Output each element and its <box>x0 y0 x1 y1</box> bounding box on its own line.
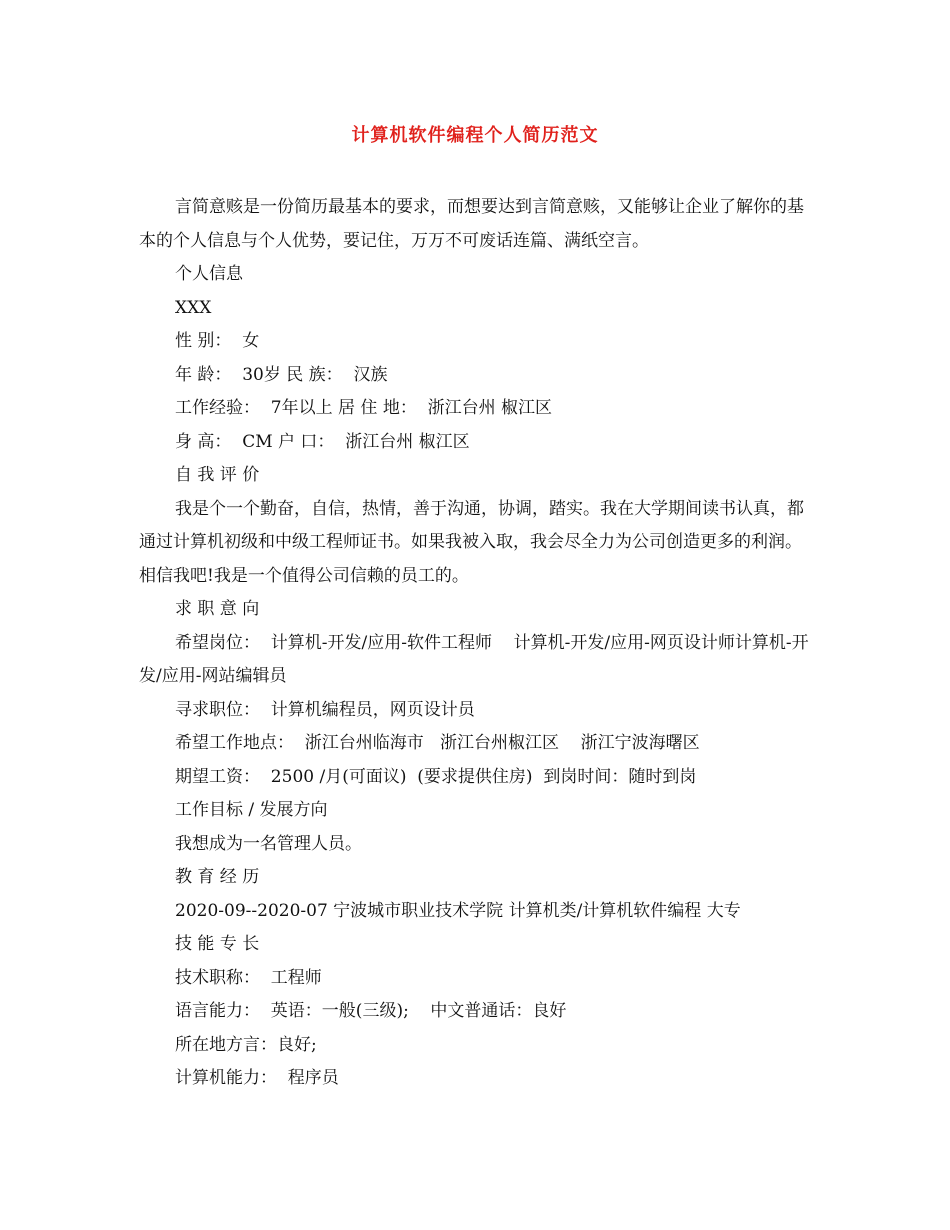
section-heading-self-evaluation: 自 我 评 价 <box>175 465 260 485</box>
personal-name: XXX <box>175 297 212 318</box>
section-heading-personal-info: 个人信息 <box>175 264 243 284</box>
section-heading-job-intention: 求 职 意 向 <box>175 599 260 619</box>
section-heading-education: 教 育 经 历 <box>175 867 260 887</box>
job-locations: 希望工作地点： 浙江台州临海市 浙江台州椒江区 浙江宁波海曙区 <box>175 733 700 753</box>
self-evaluation-text: 我是个一个勤奋，自信，热情，善于沟通，协调，踏实。我在大学期间读书认真，都通过计算机初级和中级工程师证书。如果我被入取，我会尽全力为公司创造更多的利润。相信我吧!我是一个值得公司信赖的员工的。 <box>139 498 804 586</box>
document-title: 计算机软件编程个人简历范文 <box>351 125 599 146</box>
job-goal-heading: 工作目标 / 发展方向 <box>175 800 328 820</box>
personal-experience-residence: 工作经验： 7年以上 居 住 地： 浙江台州 椒江区 <box>175 398 553 418</box>
job-salary: 期望工资： 2500 /月(可面议) (要求提供住房) 到岗时间：随时到岗 <box>175 766 697 787</box>
job-desired-positions: 希望岗位： 计算机-开发/应用-软件工程师 计算机-开发/应用-网页设计师计算机-开发/应用-网站编辑员 <box>139 632 809 686</box>
skills-language: 语言能力： 英语：一般(三级); 中文普通话：良好 <box>175 1001 567 1021</box>
intro-paragraph: 言简意赅是一份简历最基本的要求，而想要达到言简意赅，又能够让企业了解你的基本的个人信息与个人优势，要记住，万万不可废话连篇、满纸空言。 <box>139 197 804 251</box>
personal-gender: 性 别： 女 <box>175 331 260 351</box>
skills-title: 技术职称： 工程师 <box>175 967 322 988</box>
education-entry: 2020-09--2020-07 宁波城市职业技术学院 计算机类/计算机软件编程 大专 <box>175 900 741 921</box>
skills-dialect: 所在地方言：良好; <box>175 1034 317 1055</box>
personal-height-hukou: 身 高： CM 户 口： 浙江台州 椒江区 <box>175 431 470 452</box>
job-goal: 我想成为一名管理人员。 <box>175 833 362 854</box>
section-heading-skills: 技 能 专 长 <box>175 934 260 954</box>
skills-computer: 计算机能力： 程序员 <box>175 1068 339 1088</box>
job-seeking-positions: 寻求职位： 计算机编程员，网页设计员 <box>175 699 475 720</box>
document-body <box>139 191 815 1096</box>
personal-age-ethnicity: 年 龄： 30岁 民 族： 汉族 <box>175 364 388 385</box>
